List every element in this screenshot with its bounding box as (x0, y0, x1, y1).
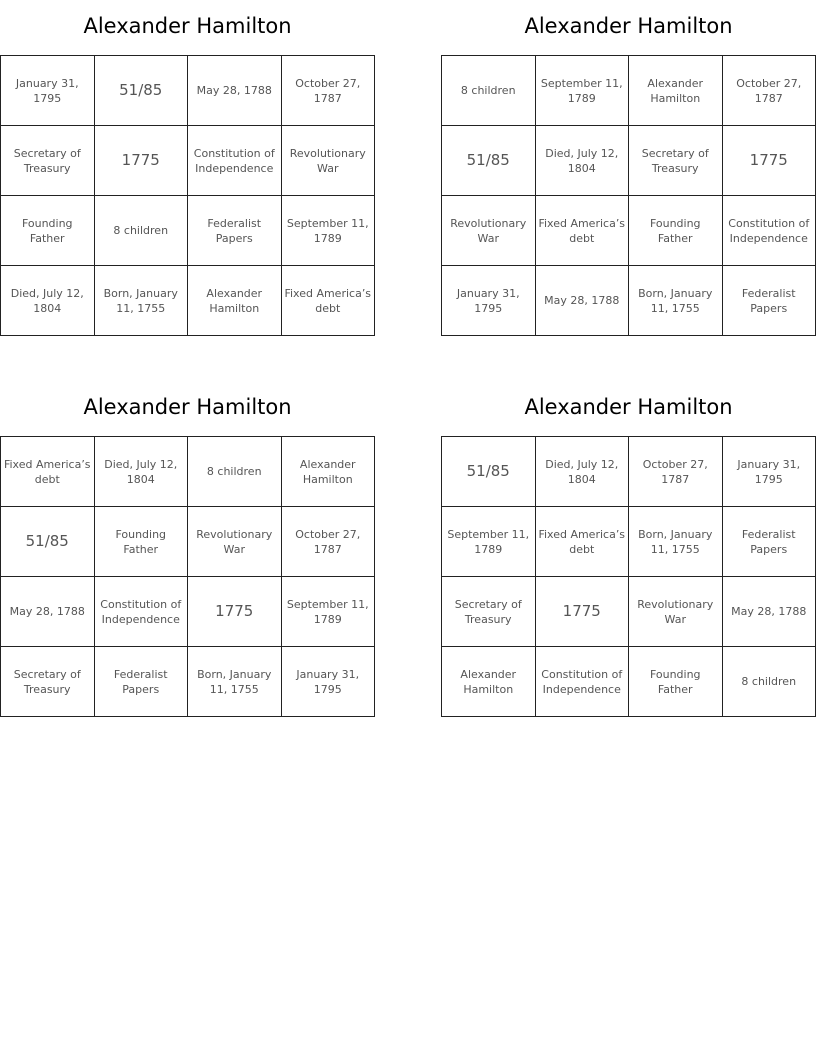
bingo-cell: Alexander Hamilton (188, 266, 282, 336)
bingo-cell: Died, July 12, 1804 (536, 126, 630, 196)
bingo-cell: Alexander Hamilton (629, 56, 723, 126)
bingo-cell: 1775 (723, 126, 816, 196)
bingo-cell: 8 children (723, 647, 816, 717)
bingo-grid (441, 436, 816, 717)
bingo-cell: 51/85 (95, 56, 189, 126)
bingo-cell: October 27, 1787 (723, 56, 816, 126)
bingo-cell: Federalist Papers (723, 507, 816, 577)
bingo-cell: May 28, 1788 (1, 577, 95, 647)
bingo-cell: January 31, 1795 (442, 266, 536, 336)
bingo-cell: May 28, 1788 (536, 266, 630, 336)
card-title: Alexander Hamilton (83, 395, 292, 419)
bingo-cell: Founding Father (1, 196, 95, 266)
bingo-cell: Died, July 12, 1804 (95, 437, 189, 507)
bingo-cell: 51/85 (1, 507, 95, 577)
card-title: Alexander Hamilton (83, 14, 292, 38)
bingo-cell: January 31, 1795 (1, 56, 95, 126)
bingo-grid (0, 436, 375, 717)
bingo-cell: 51/85 (442, 126, 536, 196)
bingo-card-3 (0, 381, 375, 717)
bingo-cell: Constitution of Independence (188, 126, 282, 196)
bingo-cell: 1775 (188, 577, 282, 647)
bingo-cell: Founding Father (95, 507, 189, 577)
bingo-cell: Federalist Papers (723, 266, 816, 336)
bingo-cell: Born, January 11, 1755 (95, 266, 189, 336)
bingo-cell: Born, January 11, 1755 (629, 266, 723, 336)
bingo-cell: Fixed America’s debt (1, 437, 95, 507)
bingo-card-1 (0, 0, 375, 336)
bingo-card-2 (441, 0, 816, 336)
bingo-cell: September 11, 1789 (442, 507, 536, 577)
bingo-cell: Constitution of Independence (536, 647, 630, 717)
bingo-cell: October 27, 1787 (282, 507, 376, 577)
bingo-cell: September 11, 1789 (282, 577, 376, 647)
bingo-cell: Secretary of Treasury (629, 126, 723, 196)
bingo-cell: 8 children (188, 437, 282, 507)
bingo-cell: October 27, 1787 (629, 437, 723, 507)
bingo-cell: January 31, 1795 (723, 437, 816, 507)
bingo-cell: 1775 (536, 577, 630, 647)
bingo-cell: Founding Father (629, 647, 723, 717)
bingo-cell: Fixed America’s debt (536, 507, 630, 577)
bingo-cell: May 28, 1788 (723, 577, 816, 647)
bingo-cell: Revolutionary War (442, 196, 536, 266)
bingo-cell: Fixed America’s debt (282, 266, 376, 336)
bingo-cell: Revolutionary War (188, 507, 282, 577)
bingo-cell: Founding Father (629, 196, 723, 266)
bingo-cell: Alexander Hamilton (282, 437, 376, 507)
bingo-cell: Constitution of Independence (95, 577, 189, 647)
card-title: Alexander Hamilton (524, 395, 733, 419)
bingo-grid (0, 55, 375, 336)
bingo-cell: Secretary of Treasury (442, 577, 536, 647)
bingo-card-4 (441, 381, 816, 717)
bingo-cell: September 11, 1789 (536, 56, 630, 126)
bingo-grid (441, 55, 816, 336)
bingo-cell: Born, January 11, 1755 (629, 507, 723, 577)
bingo-cell: 51/85 (442, 437, 536, 507)
bingo-cell: January 31, 1795 (282, 647, 376, 717)
card-title: Alexander Hamilton (524, 14, 733, 38)
bingo-cell: September 11, 1789 (282, 196, 376, 266)
bingo-cell: October 27, 1787 (282, 56, 376, 126)
bingo-cell: Born, January 11, 1755 (188, 647, 282, 717)
bingo-cell: Constitution of Independence (723, 196, 816, 266)
bingo-cell: Died, July 12, 1804 (1, 266, 95, 336)
bingo-cell: Revolutionary War (629, 577, 723, 647)
bingo-cell: 1775 (95, 126, 189, 196)
bingo-cell: Revolutionary War (282, 126, 376, 196)
bingo-cell: 8 children (442, 56, 536, 126)
bingo-cell: Secretary of Treasury (1, 126, 95, 196)
bingo-cell: Federalist Papers (95, 647, 189, 717)
bingo-cell: 8 children (95, 196, 189, 266)
bingo-cell: Fixed America’s debt (536, 196, 630, 266)
bingo-cell: May 28, 1788 (188, 56, 282, 126)
bingo-cell: Died, July 12, 1804 (536, 437, 630, 507)
bingo-cell: Alexander Hamilton (442, 647, 536, 717)
bingo-cell: Secretary of Treasury (1, 647, 95, 717)
bingo-cell: Federalist Papers (188, 196, 282, 266)
